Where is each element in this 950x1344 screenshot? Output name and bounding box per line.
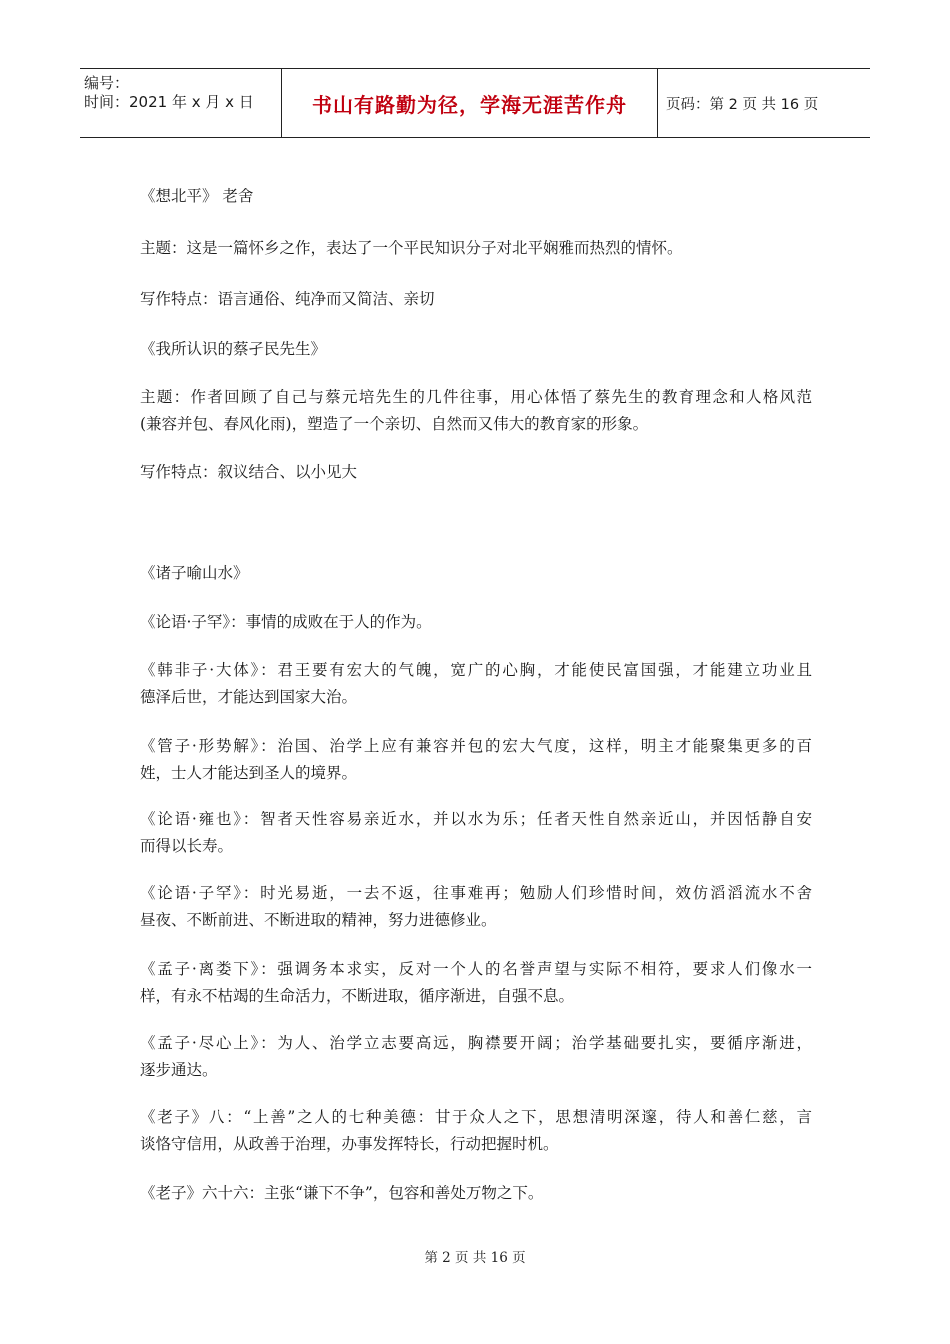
- header-page-cell: [658, 69, 870, 137]
- entry-lunyu-zihan-2-line-2: 昼夜、不断前进、不断进取的精神，努力进德修业。: [140, 911, 497, 929]
- entry-lunyu-zihan-1: 《论语·子罕》：事情的成败在于人的作为。: [140, 613, 432, 631]
- entry-hanfeizi-line-1: 《韩非子·大体》：君王要有宏大的气魄，宽广的心胸，才能使民富国强，才能建立功业且: [140, 661, 812, 679]
- page-footer: 第 2 页 共 16 页: [424, 1250, 526, 1266]
- entry-lunyu-yongye: [140, 806, 812, 860]
- entry-mengzi-jinxin-line-1: 《孟子·尽心上》：为人、治学立志要高远，胸襟要开阔；治学基础要扎实，要循序渐进，: [140, 1034, 812, 1052]
- document-number-label: 编号：: [84, 74, 130, 92]
- theme-cai-line-1: 主题：作者回顾了自己与蔡元培先生的几件往事，用心体悟了蔡先生的教育理念和人格风范: [140, 388, 812, 406]
- entry-laozi-66: 《老子》六十六：主张“谦下不争”，包容和善处万物之下。: [140, 1184, 544, 1202]
- entry-lunyu-zihan-2-line-1: 《论语·子罕》：时光易逝，一去不返，往事难再；勉励人们珍惜时间，效仿滔滔流水不舍: [140, 884, 812, 902]
- entry-mengzi-jinxin: [140, 1030, 812, 1084]
- entry-lunyu-yongye-line-1: 《论语·雍也》：智者天性容易亲近水，并以水为乐；任者天性自然亲近山，并因恬静自安: [140, 810, 812, 828]
- entry-laozi-8: [140, 1104, 812, 1158]
- entry-guanzi-line-2: 姓，士人才能达到圣人的境界。: [140, 764, 358, 782]
- entry-guanzi-line-1: 《管子·形势解》：治国、治学上应有兼容并包的宏大气度，这样，明主才能聚集更多的百: [140, 737, 812, 755]
- theme-beiping: 主题：这是一篇怀乡之作，表达了一个平民知识分子对北平娴雅而热烈的情怀。: [140, 239, 683, 257]
- entry-guanzi: [140, 733, 812, 787]
- essay-title-cai: 《我所认识的蔡孑民先生》: [140, 340, 327, 358]
- entry-mengzi-lilou-line-2: 样，有永不枯竭的生命活力，不断进取，循序渐进，自强不息。: [140, 987, 575, 1005]
- document-date: 时间：2021 年 x 月 x 日: [84, 93, 254, 111]
- entry-laozi-8-line-2: 谈恪守信用，从政善于治理，办事发挥特长，行动把握时机。: [140, 1135, 559, 1153]
- writing-features-cai: 写作特点：叙议结合、以小见大: [140, 463, 358, 481]
- essay-title-zhuzi: 《诸子喻山水》: [140, 564, 249, 582]
- page-header: [80, 68, 870, 138]
- entry-laozi-8-line-1: 《老子》八：“上善”之人的七种美德：甘于众人之下，思想清明深邃，待人和善仁慈，言: [140, 1108, 812, 1126]
- entry-hanfeizi: [140, 657, 812, 711]
- header-motto: 书山有路勤为径，学海无涯苦作舟: [312, 92, 627, 117]
- theme-cai-line-2: (兼容并包、春风化雨)，塑造了一个亲切、自然而又伟大的教育家的形象。: [140, 415, 649, 433]
- entry-lunyu-yongye-line-2: 而得以长寿。: [140, 837, 234, 855]
- entry-lunyu-zihan-2: [140, 880, 812, 934]
- header-page-info: 页码：第 2 页 共 16 页: [666, 96, 819, 113]
- header-motto-cell: [282, 69, 658, 137]
- entry-mengzi-lilou: [140, 956, 812, 1010]
- header-meta-cell: [80, 69, 282, 137]
- writing-features-beiping: 写作特点：语言通俗、纯净而又简洁、亲切: [140, 290, 435, 308]
- essay-title-beiping: 《想北平》 老舍: [140, 187, 254, 205]
- entry-hanfeizi-line-2: 德泽后世，才能达到国家大治。: [140, 688, 358, 706]
- entry-mengzi-jinxin-line-2: 逐步通达。: [140, 1061, 218, 1079]
- entry-mengzi-lilou-line-1: 《孟子·离娄下》：强调务本求实，反对一个人的名誉声望与实际不相符，要求人们像水一: [140, 960, 812, 978]
- theme-cai: [140, 384, 812, 438]
